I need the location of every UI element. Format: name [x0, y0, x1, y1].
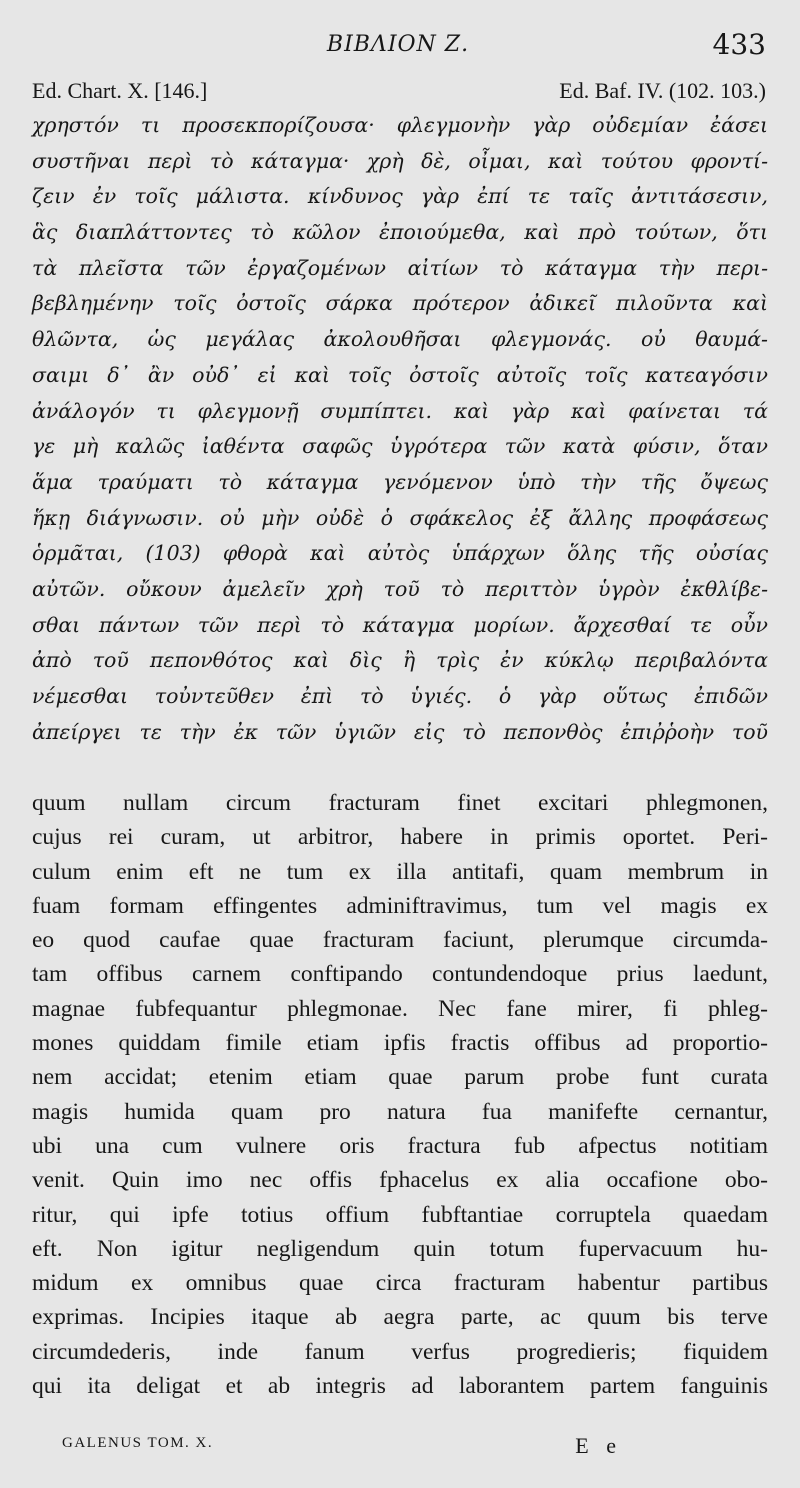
signature-line: GALENUS TOM. X.	[62, 1435, 214, 1451]
latin-line: midum ex omnibus quae circa fracturam habentur partibus	[32, 1270, 768, 1297]
latin-text	[32, 786, 768, 1403]
greek-line: τὰ πλεῖστα τῶν ἐργαζομένων αἰτίων τὸ κάταγμα τὴν περι-	[32, 255, 768, 280]
greek-line: ἥκῃ διάγνωσιν. οὐ μὴν οὐδὲ ὁ σφάκελος ἐξ ἄλλης προφάσεως	[32, 505, 768, 530]
latin-line: magnae fubfequantur phlegmonae. Nec fane mirer, fi phleg-	[32, 995, 768, 1022]
edition-basel: Ed. Baf. IV. (102. 103.)	[559, 78, 766, 103]
greek-line: θλῶντα, ὡς μεγάλας ἀκολουθῆσαι φλεγμονάς. οὐ θαυμά-	[32, 327, 768, 352]
latin-line: qui ita deligat et ab integris ad laborantem partem fanguinis	[32, 1373, 768, 1400]
greek-line: ἀπείργει τε τὴν ἐκ τῶν ὑγιῶν εἰς τὸ πεπονθὸς ἐπιῤῥοὴν τοῦ	[32, 719, 768, 744]
running-head	[30, 28, 766, 64]
latin-line: nem accidat; etenim etiam quae parum probe funt curata	[32, 1064, 768, 1091]
greek-line: ὁρμᾶται, (103) φθορὰ καὶ αὐτὸς ὑπάρχων ὅλης τῆς οὐσίας	[32, 541, 768, 566]
edition-chartier: Ed. Chart. X. [146.]	[32, 78, 208, 103]
greek-line: ἃς διαπλάττοντες τὸ κῶλον ἐποιούμεθα, καὶ πρὸ τούτων, ὅτι	[32, 220, 768, 245]
greek-line: σθαι πάντων τῶν περὶ τὸ κάταγμα μορίων. ἄρχεσθαί τε οὖν	[32, 612, 768, 637]
greek-line: ἅμα τραύματι τὸ κάταγμα γενόμενον ὑπὸ τὴν τῆς ὄψεως	[32, 469, 768, 494]
latin-line: ritur, qui ipfe totius offium fubftantiae corruptela quaedam	[32, 1201, 768, 1228]
latin-line: cujus rei curam, ut arbitror, habere in primis oportet. Peri-	[32, 824, 768, 851]
latin-line: venit. Quin imo nec offis fphacelus ex alia occafione obo-	[32, 1167, 768, 1194]
latin-line: tam offibus carnem conftipando contundendoque prius laedunt,	[32, 961, 768, 988]
greek-line: γε μὴ καλῶς ἰαθέντα σαφῶς ὑγρότερα τῶν κατὰ φύσιν, ὅταν	[32, 434, 768, 459]
greek-line: ζειν ἐν τοῖς μάλιστα. κίνδυνος γὰρ ἐπί τε ταῖς ἀντιτάσεσιν,	[32, 184, 768, 209]
latin-line: eft. Non igitur negligendum quin totum fupervacuum hu-	[32, 1235, 768, 1262]
latin-line: eo quod caufae quae fracturam faciunt, plerumque circumda-	[32, 927, 768, 954]
sheet-mark: E e	[575, 1433, 622, 1458]
latin-line: quum nullam circum fracturam finet excitari phlegmonen,	[32, 790, 768, 816]
greek-line: ἀπὸ τοῦ πεπονθότος καὶ δὶς ἢ τρὶς ἐν κύκλῳ περιβαλόντα	[32, 648, 768, 673]
greek-line: νέμεσθαι τοὐντεῦθεν ἐπὶ τὸ ὑγιές. ὁ γὰρ οὕτως ἐπιδῶν	[32, 684, 768, 708]
latin-line: exprimas. Incipies itaque ab aegra parte, ac quum bis terve	[32, 1304, 768, 1331]
latin-line: mones quiddam fimile etiam ipfis fractis offibus ad proportio-	[32, 1030, 768, 1057]
greek-text	[32, 108, 768, 750]
greek-line: αὐτῶν. οὔκουν ἀμελεῖν χρὴ τοῦ τὸ περιττὸν ὑγρὸν ἐκθλίβε-	[32, 576, 768, 601]
book-title: ΒΙΒΛΙΟΝ Ζ.	[326, 32, 470, 57]
edition-line	[32, 78, 766, 108]
latin-line: magis humida quam pro natura fua manifefte cernantur,	[32, 1098, 768, 1125]
latin-line: ubi una cum vulnere oris fractura fub afpectus notitiam	[32, 1132, 768, 1159]
page-footer	[62, 1433, 622, 1459]
latin-line: culum enim eft ne tum ex illa antitafi, quam membrum in	[32, 858, 768, 885]
greek-line: σαιμι δ᾽ ἂν οὐδ᾽ εἰ καὶ τοῖς ὀστοῖς αὐτοῖς τοῖς κατεαγόσιν	[32, 362, 768, 387]
greek-line: ἀνάλογόν τι φλεγμονῇ συμπίπτει. καὶ γὰρ καὶ φαίνεται τά	[32, 398, 768, 423]
greek-line: χρηστόν τι προσεκπορίζουσα· φλεγμονὴν γὰρ οὐδεμίαν ἐάσει	[32, 113, 768, 137]
latin-line: fuam formam effingentes adminiftravimus, tum vel magis ex	[32, 892, 768, 919]
greek-line: συστῆναι περὶ τὸ κάταγμα· χρὴ δὲ, οἶμαι, καὶ τούτου φροντί-	[32, 148, 768, 173]
page-number: 433	[712, 28, 766, 61]
greek-line: βεβλημένην τοῖς ὀστοῖς σάρκα πρότερον ἀδικεῖ πιλοῦντα καὶ	[32, 291, 768, 316]
latin-line: circumdederis, inde fanum verfus progredieris; fiquidem	[32, 1338, 768, 1365]
